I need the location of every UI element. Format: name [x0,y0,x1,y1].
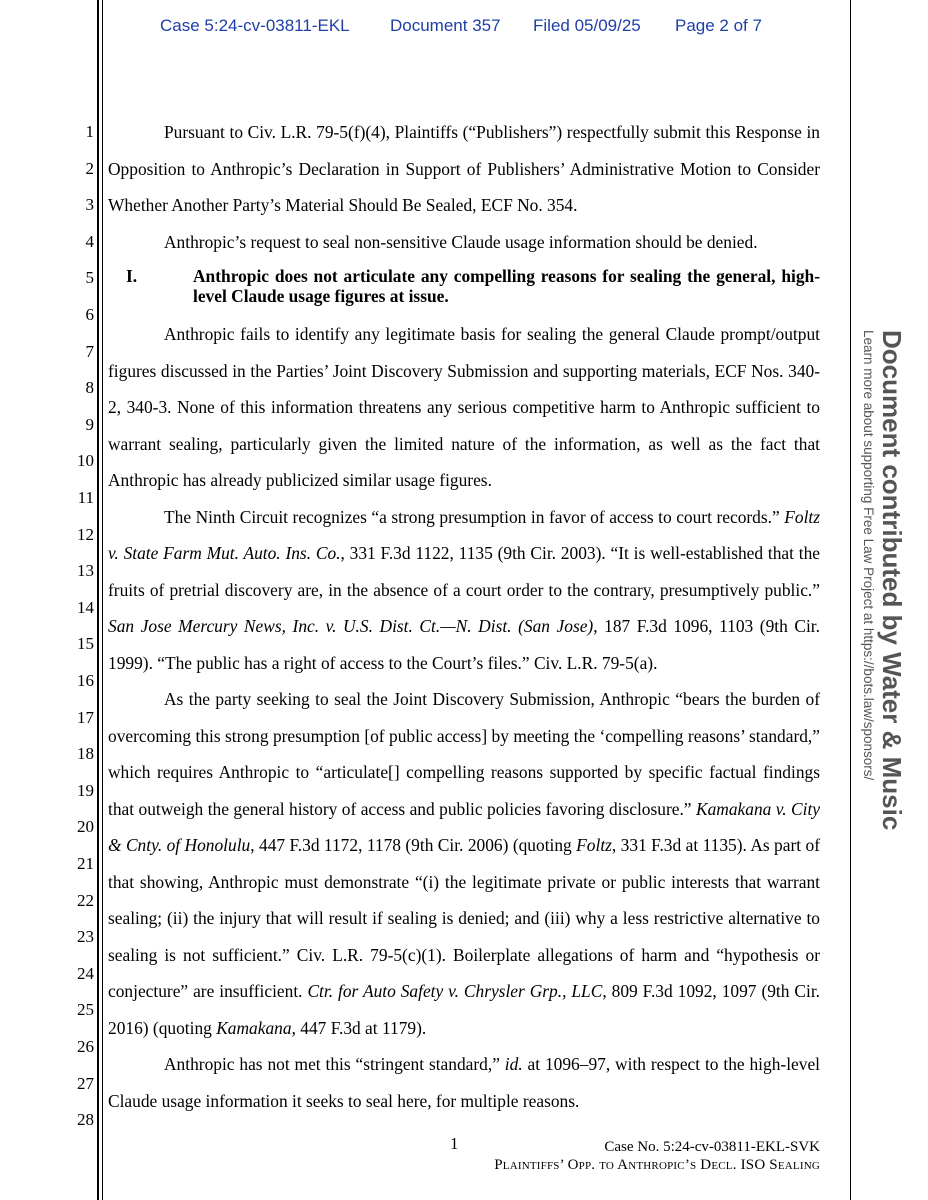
paragraph-no-basis: Anthropic fails to identify any legitimate basis for sealing the general Claude prompt/output figures discussed in the Parties’ Joint Discovery Submission and supporting materials, ECF Nos. 340-2, 340-3. None of this information threatens any serious competitive harm to Anthropic sufficient to warrant sealing, particularly given the limited nature of the information, as well as the fact that Anthropic has already publicized similar usage figures. [108,324,820,490]
line-number: 25 [77,1000,94,1020]
paragraph-intro: Pursuant to Civ. L.R. 79-5(f)(4), Plaintiffs (“Publishers”) respectfully submit this Response in Opposition to Anthropic’s Declaration in Support of Publishers’ Administrative Motion to Consider Whether Another Party’s Material Should Be Sealed, ECF No. 354. [108,122,820,215]
citation-foltz: Foltz v. State Farm Mut. Auto. Ins. Co. [108,506,820,563]
line-number: 21 [77,854,94,873]
watermark-title: Document contributed by Water & Music [877,330,907,831]
line-number: 26 [77,1037,94,1056]
paragraph-request: Anthropic’s request to seal non-sensitive Claude usage information should be denied. [164,231,758,252]
footer-page-number: 1 [450,1134,459,1153]
line-number: 2 [85,158,94,178]
line-number: 1 [85,122,94,141]
line-number: 9 [85,414,94,434]
section-heading-text: Anthropic does not articulate any compelling reasons for sealing the general, high-level Claude usage figures at issue. [193,266,820,306]
contribution-watermark [861,330,907,890]
line-number: 14 [77,597,94,617]
line-number: 6 [85,305,94,324]
line-number: 8 [85,378,94,398]
citation-san-jose-mercury: San Jose Mercury News, Inc. v. U.S. Dist. Ct.—N. Dist. (San Jose) [108,616,594,636]
paragraph-not-met: Anthropic has not met this “stringent standard,” id. at 1096–97, with respect to the high-level Claude usage information it seeks to seal here, for multiple reasons. [108,1054,820,1111]
footer-case-number: Case No. 5:24-cv-03811-EKL-SVK [604,1139,820,1155]
line-number: 22 [77,890,94,910]
citation-kamakana: Kamakana v. City & Cnty. of Honolulu [108,798,820,855]
line-number: 12 [77,524,94,544]
line-number: 18 [77,744,94,764]
line-number: 19 [77,780,94,800]
line-number: 23 [77,927,94,947]
citation-kamakana-short: Kamakana [216,1017,292,1038]
citation-foltz-short: Foltz [576,835,612,855]
line-number: 3 [85,195,94,215]
paragraph-ninth-circuit: The Ninth Circuit recognizes “a strong presumption in favor of access to court records.” Foltz v. State Farm Mut. Auto. Ins. Co., 331 F.3d 1122, 1135 (9th Cir. 2003). “It is well-established that the fruits of pretrial discovery are, in the absence of a court order to the contrary, presumptively public.” San Jose Mercury News, Inc. v. U.S. Dist. Ct.—N. Dist. (San Jose), 187 F.3d 1096, 1103 (9th Cir. 1999). “The public has a right of access to the Court’s files.” Civ. L.R. 79-5(a). [108,506,821,673]
line-number: 15 [77,634,94,654]
footer-caption [494,1138,820,1174]
paragraph-burden: As the party seeking to seal the Joint Discovery Submission, Anthropic “bears the burden of overcoming this strong presumption [of public access] by meeting the ‘compelling reasons’ standard,” which requires Anthropic to “articulate[] compelling reasons supported by specific factual findings that outweigh the general history of access and public policies favoring disclosure.” Kamakana v. City & Cnty. of Honolulu, 447 F.3d 1172, 1178 (9th Cir. 2006) (quoting Foltz, 331 F.3d at 1135). As part of that showing, Anthropic must demonstrate “(i) the legitimate private or public interests that warrant sealing; (ii) the injury that will result if sealing is denied; and (iii) why a less restrictive alternative to sealing is not sufficient.” Civ. L.R. 79-5(c)(1). Boilerplate allegations of harm and “hypothesis or conjecture” are insufficient. Ctr. for Auto Safety v. Chrysler Grp., LLC, 809 F.3d 1092, 1097 (9th Cir. 2016) (quoting Kamakana, 447 F.3d at 1179). [108,689,821,1038]
line-number: 17 [77,707,94,727]
left-margin-rule-outer [97,0,99,1200]
watermark-subtitle: Learn more about supporting Free Law Project at https://bots.law/sponsors/ [861,330,876,781]
line-number: 27 [77,1073,94,1093]
document-body [108,114,820,1119]
line-number: 11 [77,488,94,507]
line-number: 7 [85,341,94,361]
line-number: 4 [85,231,94,251]
line-number: 16 [77,671,94,690]
line-number: 13 [77,561,94,581]
line-number: 20 [77,817,94,837]
left-margin-rule-inner [102,0,103,1200]
header-page-count: Page 2 of 7 [675,16,762,35]
section-number: I. [126,266,138,286]
line-number: 10 [77,451,94,471]
citation-auto-safety: Ctr. for Auto Safety v. Chrysler Grp., LLC [307,981,603,1001]
right-margin-rule [850,0,851,1200]
line-number: 28 [77,1110,94,1130]
header-document-number: Document 357 [390,16,501,35]
footer-document-title: Plaintiffs’ Opp. to Anthropic’s Decl. ISO Sealing [494,1157,820,1173]
section-heading-1 [108,266,820,306]
line-number: 24 [77,963,94,983]
filing-header [0,16,928,42]
citation-id: id. [504,1054,523,1074]
header-filed-date: Filed 05/09/25 [533,16,641,35]
header-case-number: Case 5:24-cv-03811-EKL [160,16,350,35]
line-number: 5 [85,268,94,288]
